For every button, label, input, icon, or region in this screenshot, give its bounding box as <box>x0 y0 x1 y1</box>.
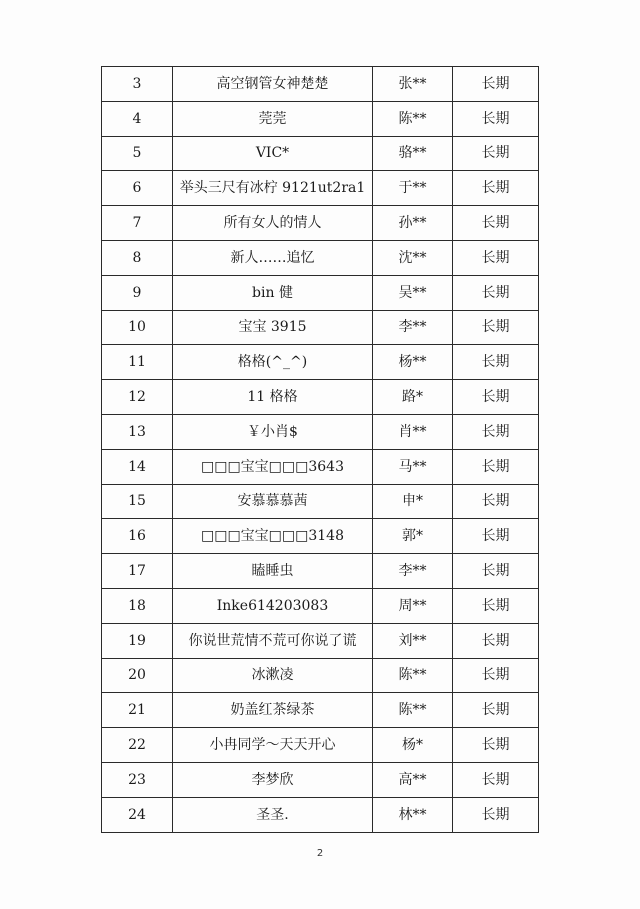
row-number: 9 <box>102 275 173 310</box>
row-number: 4 <box>102 101 173 136</box>
nickname-cell: 莞莞 <box>173 101 373 136</box>
table-row <box>102 275 539 310</box>
nickname-cell: 李梦欣 <box>173 762 373 797</box>
name-cell: 林** <box>373 797 453 832</box>
term-cell: 长期 <box>453 414 539 449</box>
row-number: 6 <box>102 171 173 206</box>
nickname-cell: 宝宝 3915 <box>173 310 373 345</box>
term-cell: 长期 <box>453 171 539 206</box>
nickname-cell: bin 健 <box>173 275 373 310</box>
term-cell: 长期 <box>453 275 539 310</box>
row-number: 20 <box>102 658 173 693</box>
table-row <box>102 171 539 206</box>
row-number: 19 <box>102 623 173 658</box>
term-cell: 长期 <box>453 449 539 484</box>
table-row <box>102 484 539 519</box>
term-cell: 长期 <box>453 623 539 658</box>
page-number: 2 <box>316 848 324 859</box>
table-row <box>102 240 539 275</box>
table-row <box>102 449 539 484</box>
nickname-cell: □□□宝宝□□□3148 <box>173 519 373 554</box>
member-table-body <box>102 67 539 833</box>
name-cell: 于** <box>373 171 453 206</box>
row-number: 3 <box>102 67 173 102</box>
table-row <box>102 345 539 380</box>
name-cell: 路* <box>373 380 453 415</box>
term-cell: 长期 <box>453 554 539 589</box>
row-number: 18 <box>102 588 173 623</box>
term-cell: 长期 <box>453 693 539 728</box>
table-row <box>102 380 539 415</box>
row-number: 24 <box>102 797 173 832</box>
row-number: 12 <box>102 380 173 415</box>
member-table <box>101 66 539 833</box>
table-row <box>102 519 539 554</box>
nickname-cell: □□□宝宝□□□3643 <box>173 449 373 484</box>
table-row <box>102 623 539 658</box>
name-cell: 申* <box>373 484 453 519</box>
row-number: 23 <box>102 762 173 797</box>
row-number: 22 <box>102 728 173 763</box>
term-cell: 长期 <box>453 136 539 171</box>
term-cell: 长期 <box>453 728 539 763</box>
nickname-cell: 11 格格 <box>173 380 373 415</box>
term-cell: 长期 <box>453 67 539 102</box>
table-row <box>102 588 539 623</box>
name-cell: 陈** <box>373 101 453 136</box>
name-cell: 刘** <box>373 623 453 658</box>
term-cell: 长期 <box>453 797 539 832</box>
name-cell: 陈** <box>373 693 453 728</box>
term-cell: 长期 <box>453 310 539 345</box>
row-number: 14 <box>102 449 173 484</box>
nickname-cell: 举头三尺有冰柠 9121ut2ra1 <box>173 171 373 206</box>
row-number: 11 <box>102 345 173 380</box>
table-row <box>102 797 539 832</box>
nickname-cell: 格格(^_^) <box>173 345 373 380</box>
term-cell: 长期 <box>453 240 539 275</box>
name-cell: 沈** <box>373 240 453 275</box>
row-number: 21 <box>102 693 173 728</box>
name-cell: 李** <box>373 310 453 345</box>
name-cell: 杨* <box>373 728 453 763</box>
table-row <box>102 658 539 693</box>
nickname-cell: 你说世荒情不荒可你说了谎 <box>173 623 373 658</box>
name-cell: 吴** <box>373 275 453 310</box>
row-number: 13 <box>102 414 173 449</box>
table-row <box>102 762 539 797</box>
name-cell: 杨** <box>373 345 453 380</box>
table-row <box>102 136 539 171</box>
table-row <box>102 101 539 136</box>
table-row <box>102 554 539 589</box>
name-cell: 骆** <box>373 136 453 171</box>
nickname-cell: 冰漱凌 <box>173 658 373 693</box>
term-cell: 长期 <box>453 588 539 623</box>
nickname-cell: 高空钢管女神楚楚 <box>173 67 373 102</box>
row-number: 8 <box>102 240 173 275</box>
row-number: 10 <box>102 310 173 345</box>
name-cell: 李** <box>373 554 453 589</box>
row-number: 5 <box>102 136 173 171</box>
term-cell: 长期 <box>453 206 539 241</box>
nickname-cell: VIC* <box>173 136 373 171</box>
table-row <box>102 310 539 345</box>
table-row <box>102 414 539 449</box>
row-number: 7 <box>102 206 173 241</box>
name-cell: 陈** <box>373 658 453 693</box>
name-cell: 周** <box>373 588 453 623</box>
term-cell: 长期 <box>453 519 539 554</box>
name-cell: 孙** <box>373 206 453 241</box>
nickname-cell: 新人……追忆 <box>173 240 373 275</box>
row-number: 17 <box>102 554 173 589</box>
nickname-cell: 小冉同学～天天开心 <box>173 728 373 763</box>
nickname-cell: ￥小肖$ <box>173 414 373 449</box>
term-cell: 长期 <box>453 762 539 797</box>
table-row <box>102 693 539 728</box>
term-cell: 长期 <box>453 345 539 380</box>
nickname-cell: 奶盖红茶绿茶 <box>173 693 373 728</box>
name-cell: 肖** <box>373 414 453 449</box>
term-cell: 长期 <box>453 101 539 136</box>
table-row <box>102 728 539 763</box>
name-cell: 郭* <box>373 519 453 554</box>
term-cell: 长期 <box>453 380 539 415</box>
row-number: 15 <box>102 484 173 519</box>
table-row <box>102 206 539 241</box>
nickname-cell: 所有女人的情人 <box>173 206 373 241</box>
nickname-cell: 安慕慕慕茜 <box>173 484 373 519</box>
term-cell: 长期 <box>453 658 539 693</box>
term-cell: 长期 <box>453 484 539 519</box>
row-number: 16 <box>102 519 173 554</box>
table-row <box>102 67 539 102</box>
name-cell: 马** <box>373 449 453 484</box>
name-cell: 张** <box>373 67 453 102</box>
nickname-cell: 圣圣. <box>173 797 373 832</box>
nickname-cell: 瞌睡虫 <box>173 554 373 589</box>
nickname-cell: Inke614203083 <box>173 588 373 623</box>
name-cell: 高** <box>373 762 453 797</box>
